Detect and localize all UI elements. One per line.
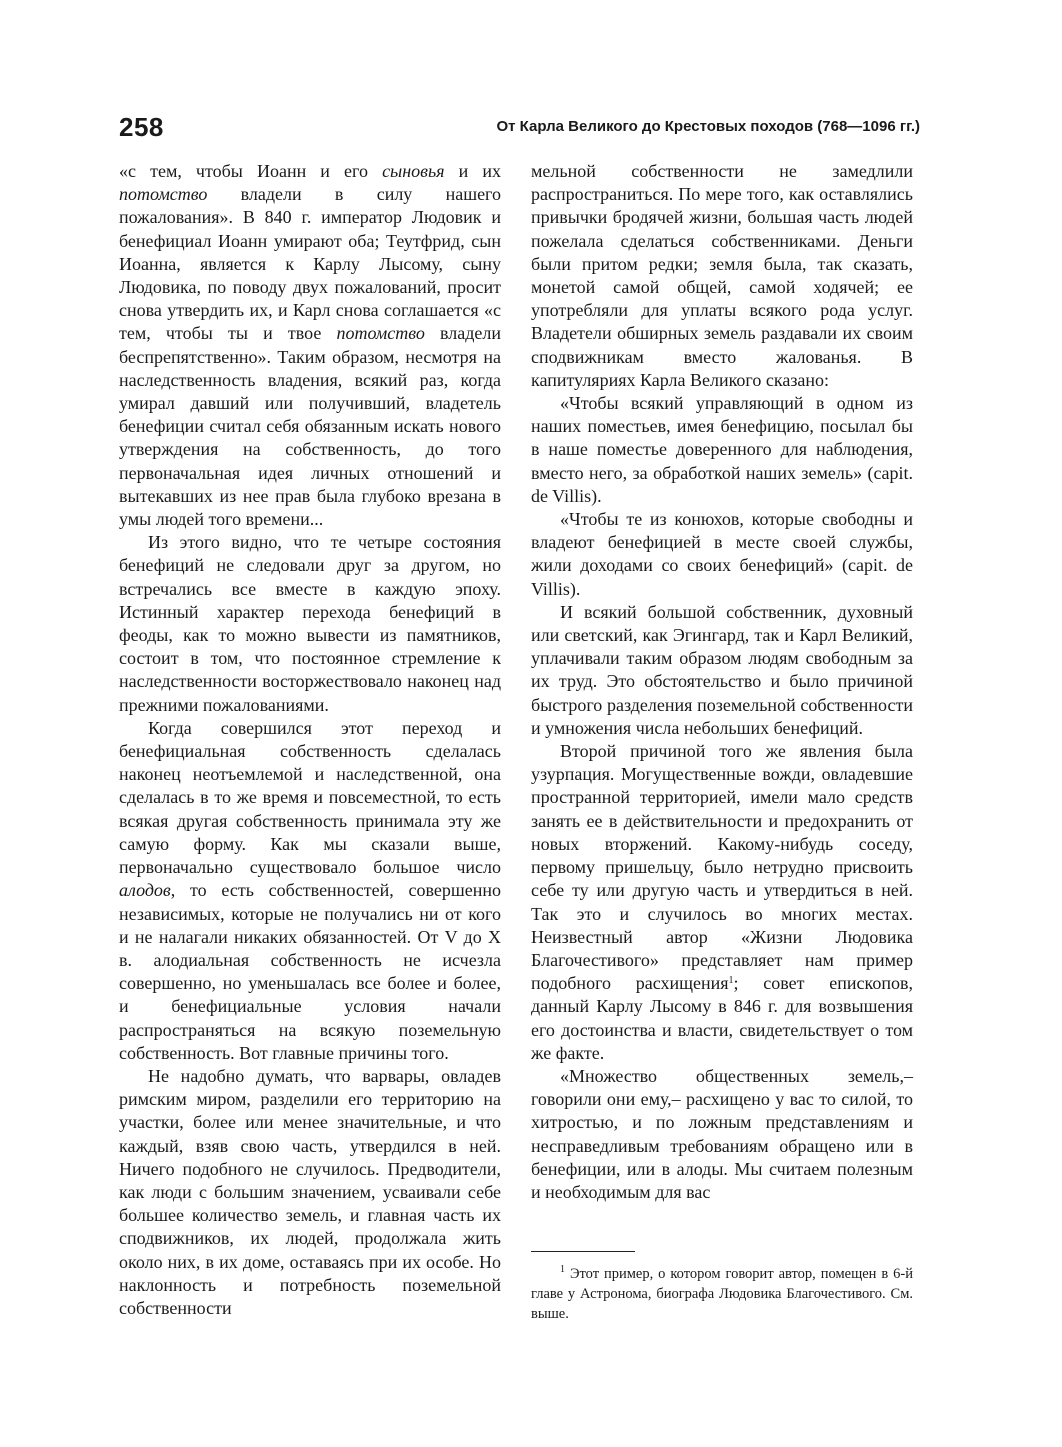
paragraph: И всякий большой собственник, духовный или светский, как Эгингард, так и Карл Великий, уплачивали таким образом людям свободным за их труд. Это обстоятельство и было причиной быстрого разделения поземельной собственности и умножения числа небольших бенефиций. [531, 601, 913, 738]
footnote-divider [531, 1251, 635, 1252]
paragraph: «Чтобы всякий управляющий в одном из наших поместьев, имея бенефицию, посылал бы в наше поместье доверенного для наблюдения, вместо него, за обработкой наших земель» (capit. de Villis). [531, 393, 913, 506]
paragraph: «Чтобы те из конюхов, которые свободны и владеют бенефицией в месте своей службы, жили доходами со своих бенефиций» (capit. de Villis). [531, 509, 913, 599]
paragraph: Когда совершился этот переход и бенефициальная собственность сделалась наконец неотъемлемой и наследственной, она сделалась в то же время и повсеместной, то есть всякая другая собственность принимала эту же самую форму. Как мы сказали выше, первоначально существовало большое число алодов, то есть собственностей, совершенно независимых, которые не получались ни от кого и не налагали никаких обязанностей. От V до X в. алодиальная собственность не исчезла совершенно, но уменьшалась все более и более, и бенефициальные условия начали распространяться на всякую поземельную собственность. Вот главные причины того. [119, 717, 501, 1063]
footnote-ref[interactable]: 1 [728, 975, 734, 987]
paragraph: Из этого видно, что те четыре состояния бенефиций не следовали друг за другом, но встречались все вместе в каждую эпоху. Истинный характер перехода бенефиций в феоды, как то можно вывести из памятников, состоит в том, что постоянное стремление к наследственности восторжествовало наконец над прежними пожалованиями. [119, 532, 501, 715]
footnote [531, 1264, 913, 1324]
paragraph: «Множество общественных земель,– говорили они ему,– расхищено у вас то силой, то хитростью, и по ложным представлениям и несправедливым требованиям обращено или в бенефиции, или в алоды. Мы считаем полезным и необходимым для вас [531, 1065, 913, 1202]
footnote-marker: 1 [560, 1264, 565, 1275]
page-number: 258 [119, 112, 164, 142]
right-column [531, 160, 913, 1204]
paragraph: мельной собственности не замедлили распространиться. По мере того, как оставлялись привычки бродячей жизни, большая часть людей пожелала сделаться собственниками. Деньги были притом редки; земля была, так сказать, монетой самой общей, самой ходячей; ее употребляли для уплаты всякого рода услуг. Владетели обширных земель раздавали их своим сподвижникам вместо жалованья. В капитуляриях Карла Великого сказано: [531, 161, 913, 390]
footnote-text: $^1$ Этот пример, о котором говорит автор, помещен в 6-й главе у Астронома, биографа Людовика Благочестивого. См. выше. [531, 1264, 913, 1322]
running-title: От Карла Великого до Крестовых походов (768—1096 гг.) [496, 118, 920, 135]
left-column [119, 160, 501, 1320]
paragraph: Второй причиной того же явления была узурпация. Могущественные вожди, овладевшие пространной территорией, имели мало средств занять ее в действительности и предохранить от новых вторжений. Какому-нибудь соседу, первому пришельцу, было нетрудно присвоить себе ту или другую часть и утвердиться в ней. Так это и случилось во многих местах. Неизвестный автор «Жизни Людовика Благочестивого» представляет нам пример подобного расхищения$^1$; совет епископов, данный Карлу Лысому в 846 г. для возвышения его достоинства и власти, свидетельствует о том же факте. [531, 741, 913, 1063]
paragraph: «с тем, чтобы Иоанн и его сыновья и их потомство владели в силу нашего пожалования». В 840 г. император Людовик и бенефициал Иоанн умирают оба; Теутфрид, сын Иоанна, является к Карлу Лысому, сыну Людовика, по поводу двух пожалований, просит снова утвердить их, и Карл снова соглашается «с тем, чтобы ты и твое потомство владели беспрепятственно». Таким образом, несмотря на наследственность владения, всякий раз, когда умирал давший или получивший, владетель бенефиции считал себя обязанным искать нового утверждения на собственность, до того первоначальная идея личных отношений и вытекавших из нее прав была глубоко врезана в умы людей того времени... [119, 161, 502, 530]
paragraph: Не надобно думать, что варвары, овладев римским миром, разделили его территорию на участки, более или менее значительные, и что каждый, взяв свою часть, утвердился в ней. Ничего подобного не случилось. Предводители, как люди с большим значением, усваивали себе большее количество земель, и главная часть их сподвижников, их людей, продолжала жить около них, в их доме, оставаясь при их особе. Но наклонность и потребность поземельной собственности [119, 1065, 501, 1318]
